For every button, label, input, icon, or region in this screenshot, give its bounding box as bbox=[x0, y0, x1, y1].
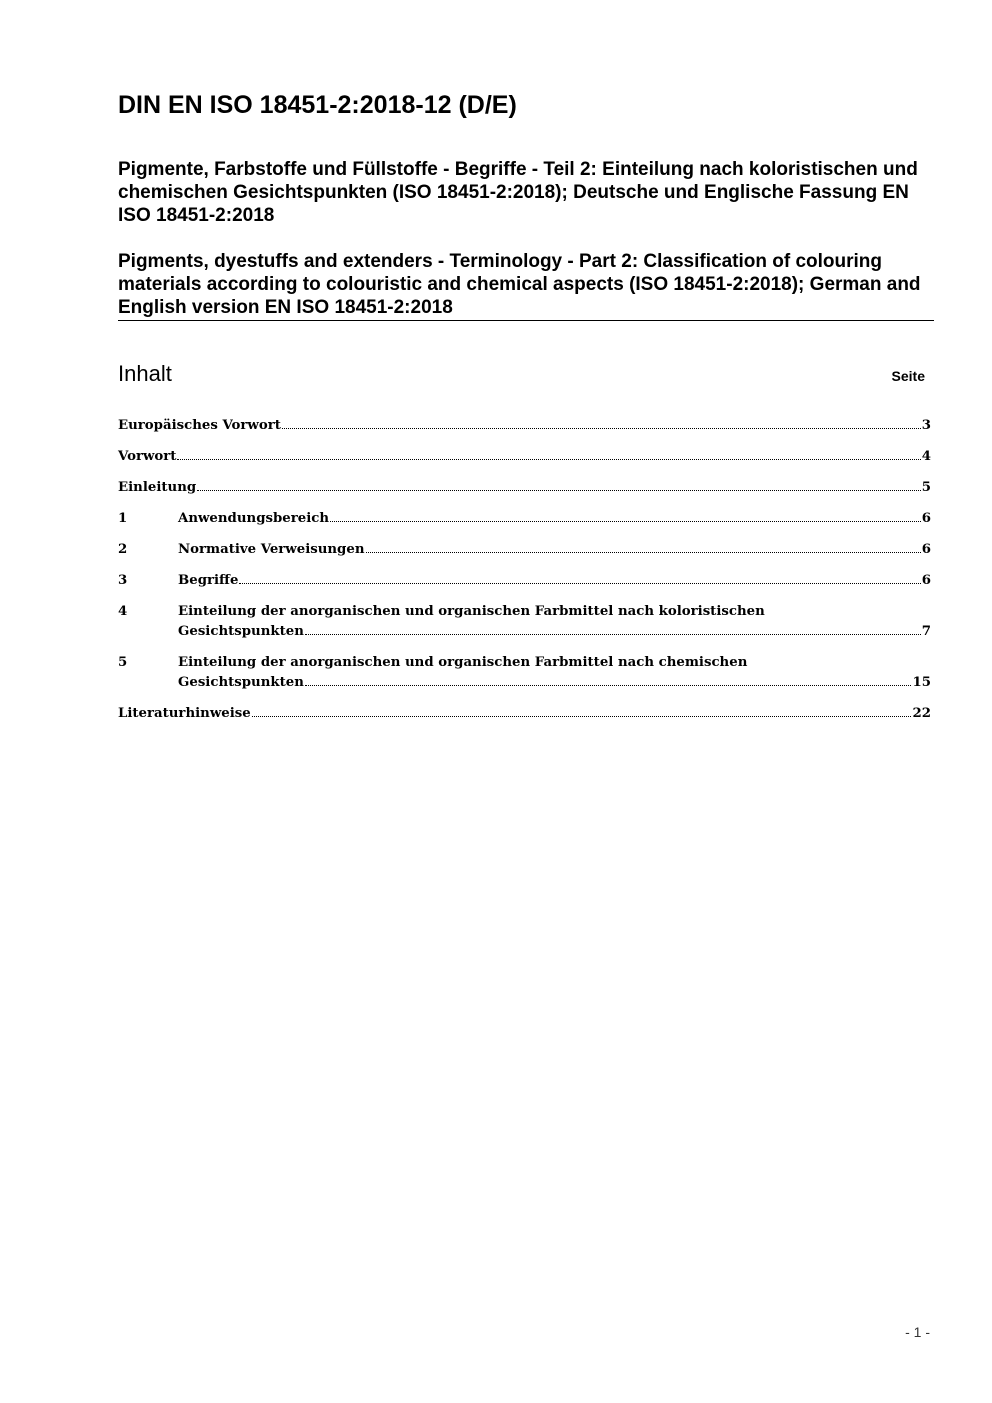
toc-entry-title: Gesichtspunkten bbox=[178, 675, 304, 690]
toc-entry-page: 6 bbox=[921, 542, 931, 557]
subtitle-german: Pigmente, Farbstoffe und Füllstoffe - Begriffe - Teil 2: Einteilung nach koloristischen und chemischen Gesichtspunkten (ISO 18451-2:2018); Deutsche und Englische Fassung EN ISO 18451-2:2018 bbox=[118, 159, 918, 226]
toc-entry-number: 3 bbox=[118, 573, 128, 588]
toc-entry[interactable] bbox=[118, 478, 931, 498]
toc-entry[interactable] bbox=[118, 602, 931, 642]
toc-leader-dots bbox=[282, 428, 921, 429]
toc-entry-page: 7 bbox=[921, 624, 931, 639]
toc-entry[interactable] bbox=[118, 447, 931, 467]
page-number: - 1 - bbox=[905, 1324, 930, 1340]
toc-entry-title: Anwendungsbereich bbox=[178, 511, 330, 526]
toc-leader-dots bbox=[177, 459, 920, 460]
toc-entry-title: Europäisches Vorwort bbox=[118, 418, 281, 433]
toc-entry-page: 3 bbox=[921, 418, 931, 433]
toc-entry-page: 22 bbox=[912, 706, 931, 721]
title-divider bbox=[118, 320, 934, 321]
toc-entry-title: Gesichtspunkten bbox=[178, 624, 304, 639]
toc-entry-number: 1 bbox=[118, 511, 128, 526]
toc-entry-page: 6 bbox=[921, 511, 931, 526]
toc-page-column-label: Seite bbox=[891, 368, 925, 384]
toc-leader-dots bbox=[305, 634, 921, 635]
toc-entry-page: 15 bbox=[912, 675, 931, 690]
toc-entry-title: Normative Verweisungen bbox=[178, 542, 365, 557]
toc-entry[interactable] bbox=[118, 653, 931, 693]
subtitle-english: Pigments, dyestuffs and extenders - Terminology - Part 2: Classification of colouring materials according to colouristic and chemical aspects (ISO 18451-2:2018); German and English version EN ISO 18451-2:2018 bbox=[118, 251, 921, 318]
toc-heading: Inhalt bbox=[118, 361, 172, 386]
toc-entry-title: Einteilung der anorganischen und organischen Farbmittel nach chemischen bbox=[178, 655, 748, 670]
toc-entry[interactable] bbox=[118, 416, 931, 436]
toc-entry-number: 2 bbox=[118, 542, 128, 557]
toc-entry[interactable] bbox=[118, 571, 931, 591]
toc-leader-dots bbox=[239, 583, 920, 584]
toc-entry[interactable] bbox=[118, 704, 931, 724]
toc-entry[interactable] bbox=[118, 540, 931, 560]
toc-entry-page: 4 bbox=[921, 449, 931, 464]
toc-entry-title: Einleitung bbox=[118, 480, 197, 495]
toc-leader-dots bbox=[252, 716, 912, 717]
toc-entry-number: 4 bbox=[118, 604, 128, 619]
toc-entry-title: Einteilung der anorganischen und organischen Farbmittel nach koloristischen bbox=[178, 604, 765, 619]
toc-entry-title: Begriffe bbox=[178, 573, 239, 588]
toc-entry-number: 5 bbox=[118, 655, 128, 670]
toc-leader-dots bbox=[197, 490, 921, 491]
toc-entry[interactable] bbox=[118, 509, 931, 529]
toc-entry-page: 6 bbox=[921, 573, 931, 588]
toc-entry-page: 5 bbox=[921, 480, 931, 495]
table-of-contents bbox=[118, 416, 931, 735]
toc-leader-dots bbox=[305, 685, 912, 686]
document-title: DIN EN ISO 18451-2:2018-12 (D/E) bbox=[118, 91, 517, 119]
toc-entry-title: Literaturhinweise bbox=[118, 706, 251, 721]
toc-leader-dots bbox=[366, 552, 921, 553]
toc-entry-title: Vorwort bbox=[118, 449, 177, 464]
toc-leader-dots bbox=[330, 521, 921, 522]
